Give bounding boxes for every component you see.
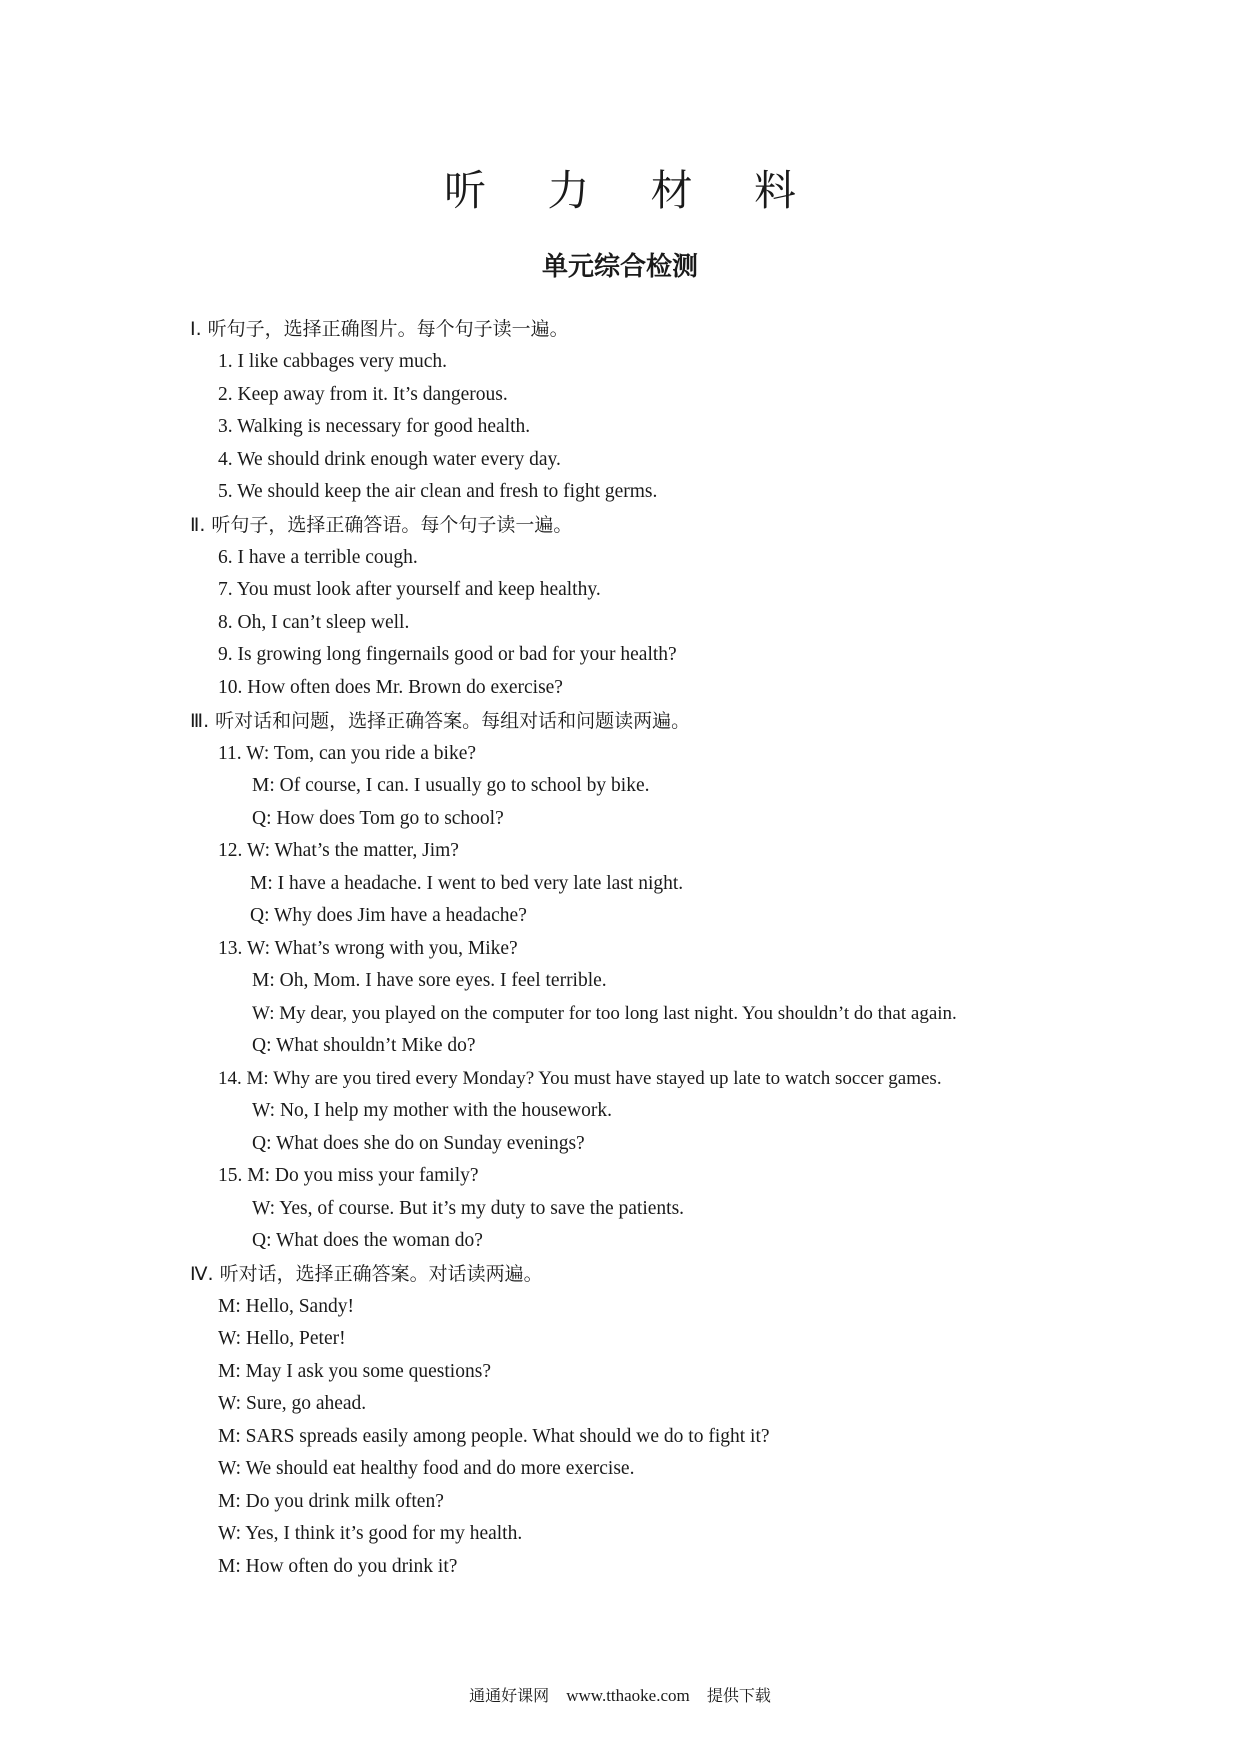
text-line: Q: What does the woman do? xyxy=(252,1230,483,1251)
text-line: 6. I have a terrible cough. xyxy=(218,547,418,568)
section-heading-2: Ⅱ. 听句子，选择正确答语。每个句子读一遍。 xyxy=(190,514,573,536)
text-line: 4. We should drink enough water every day. xyxy=(218,449,561,470)
text-line: M: May I ask you some questions? xyxy=(218,1361,491,1382)
text-line: W: Hello, Peter! xyxy=(218,1328,346,1349)
text-line: 7. You must look after yourself and keep healthy. xyxy=(218,579,601,600)
text-line: M: Oh, Mom. I have sore eyes. I feel terrible. xyxy=(252,970,607,991)
text-line: 2. Keep away from it. It’s dangerous. xyxy=(218,384,508,405)
text-line: M: I have a headache. I went to bed very late last night. xyxy=(250,873,684,894)
text-line: W: My dear, you played on the computer for too long last night. You shouldn’t do that again. xyxy=(252,1003,957,1024)
text-line: 11. W: Tom, can you ride a bike? xyxy=(218,743,477,764)
section-heading-1: Ⅰ. 听句子，选择正确图片。每个句子读一遍。 xyxy=(190,318,569,340)
footer-note: 提供下载 xyxy=(706,1686,771,1705)
section-heading-4: Ⅳ. 听对话，选择正确答案。对话读两遍。 xyxy=(190,1263,543,1285)
page-title: 听 力 材 料 xyxy=(443,166,821,215)
text-line: 8. Oh, I can’t sleep well. xyxy=(218,612,410,633)
text-line: 5. We should keep the air clean and fresh to fight germs. xyxy=(218,481,658,502)
page-subtitle: 单元综合检测 xyxy=(541,252,698,282)
text-line: 10. How often does Mr. Brown do exercise? xyxy=(218,677,563,698)
text-line: W: No, I help my mother with the housework. xyxy=(252,1100,612,1121)
text-line: 12. W: What’s the matter, Jim? xyxy=(218,840,459,861)
text-line: M: How often do you drink it? xyxy=(218,1556,458,1577)
text-line: Q: Why does Jim have a headache? xyxy=(250,905,527,926)
page-footer xyxy=(0,1683,1240,1706)
text-line: W: Sure, go ahead. xyxy=(218,1393,367,1414)
text-line: Q: How does Tom go to school? xyxy=(252,808,504,829)
text-line: M: Of course, I can. I usually go to school by bike. xyxy=(252,775,650,796)
text-line: Q: What does she do on Sunday evenings? xyxy=(252,1133,585,1154)
text-line: 1. I like cabbages very much. xyxy=(218,351,448,372)
text-line: Q: What shouldn’t Mike do? xyxy=(252,1035,476,1056)
text-line: 13. W: What’s wrong with you, Mike? xyxy=(218,938,518,959)
text-line: M: Hello, Sandy! xyxy=(218,1296,354,1317)
text-line: W: Yes, I think it’s good for my health. xyxy=(218,1523,523,1544)
footer-url-link[interactable]: www.tthaoke.com xyxy=(566,1686,690,1705)
footer-site-name: 通通好课网 xyxy=(469,1686,550,1705)
text-line: W: Yes, of course. But it’s my duty to save the patients. xyxy=(252,1198,685,1219)
text-line: W: We should eat healthy food and do more exercise. xyxy=(218,1458,635,1479)
text-line: M: Do you drink milk often? xyxy=(218,1491,444,1512)
text-line: 14. M: Why are you tired every Monday? You must have stayed up late to watch soccer games. xyxy=(218,1068,942,1089)
text-line: 3. Walking is necessary for good health. xyxy=(218,416,531,437)
text-line: M: SARS spreads easily among people. What should we do to fight it? xyxy=(218,1426,770,1447)
text-line: 9. Is growing long fingernails good or bad for your health? xyxy=(218,644,677,665)
section-heading-3: Ⅲ. 听对话和问题，选择正确答案。每组对话和问题读两遍。 xyxy=(190,710,691,732)
text-line: 15. M: Do you miss your family? xyxy=(218,1165,479,1186)
